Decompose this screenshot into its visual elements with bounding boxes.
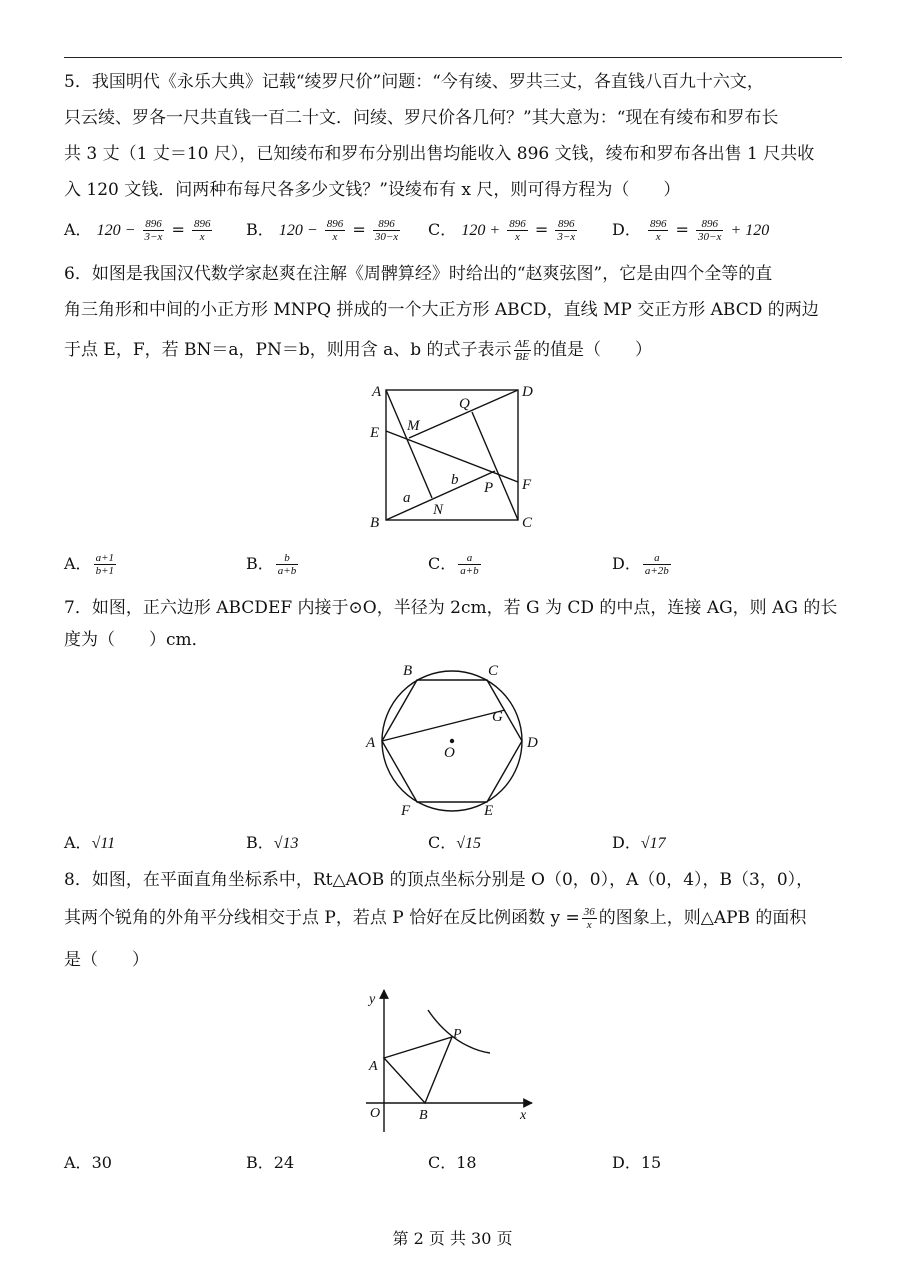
q7-option-a[interactable]: A．√11	[64, 833, 116, 852]
label-n: N	[433, 502, 444, 518]
label-g: G	[492, 709, 503, 725]
seg-cq	[472, 412, 518, 520]
label-d: D	[527, 735, 538, 751]
label-p: P	[453, 1027, 462, 1042]
q7-line-1: 7．如图，正六边形 ABCDEF 内接于⊙O，半径为 2cm，若 G 为 CD 的中点，连接 AG，则 AG 的长	[64, 598, 838, 618]
q7-option-b[interactable]: B．√13	[246, 833, 299, 852]
label-o: O	[444, 745, 455, 761]
seg-ag	[382, 710, 505, 741]
q7-option-d[interactable]: D．√17	[612, 833, 666, 852]
q5-option-a[interactable]: A． 120 − $\frac{896}{3-x}$ = $\frac{896}{x}$	[64, 218, 211, 243]
page-footer: 第 2 页 共 30 页	[392, 1229, 513, 1248]
label-f: F	[401, 803, 411, 819]
q7-option-c[interactable]: C．√15	[428, 833, 482, 852]
q6-line-2: 角三角形和中间的小正方形 MNPQ 拼成的一个大正方形 ABCD，直线 MP 交正方形 ABCD 的两边	[64, 300, 819, 320]
label-b: B	[419, 1108, 428, 1123]
label-f: F	[522, 477, 532, 493]
label-c: C	[522, 515, 533, 531]
label-b-side: b	[451, 472, 459, 488]
q6-line-1: 6．如图是我国汉代数学家赵爽在注解《周髀算经》时给出的“赵爽弦图”，它是由四个全等的直	[64, 264, 773, 284]
q5-line-3: 共 3 丈（1 丈＝10 尺），已知绫布和罗布分别出售均能收入 896 文钱，绫布和罗布各出售 1 尺共收	[64, 144, 815, 164]
q5-line-4: 入 120 文钱．问两种布每尺各多少文钱？”设绫布有 x 尺，则可得方程为（ ）	[64, 180, 681, 200]
q6-option-d[interactable]: D． $\frac{a}{a+2b}$	[612, 552, 669, 577]
triangle-apb	[384, 1037, 452, 1103]
q5-line-2: 只云绫、罗各一尺共直钱一百二十文．问绫、罗尺价各几何？”其大意为：“现在有绫布和罗布长	[64, 108, 779, 128]
coordinate-figure	[360, 980, 550, 1135]
label-a: A	[369, 1059, 378, 1074]
q8-line-1: 8．如图，在平面直角坐标系中，Rt△AOB 的顶点坐标分别是 O（0，0），A（0，4），B（3，0），	[64, 870, 814, 890]
center-dot	[450, 739, 454, 743]
label-b: B	[403, 663, 413, 679]
header-rule	[64, 57, 842, 58]
label-o: O	[370, 1106, 381, 1121]
label-b: B	[370, 515, 380, 531]
q8-option-c[interactable]: C．18	[428, 1153, 477, 1172]
q5-option-c[interactable]: C． 120 + $\frac{896}{x}$ = $\frac{896}{3-x}$	[428, 218, 576, 243]
q5-option-d[interactable]: D． $\frac{896}{x}$ = $\frac{896}{30-x}$ + 120	[612, 218, 770, 243]
q6-option-b[interactable]: B． $\frac{b}{a+b}$	[246, 552, 297, 577]
zhao-shuang-figure	[360, 375, 550, 535]
label-d: D	[522, 384, 533, 400]
seg-an	[386, 390, 432, 498]
label-q: Q	[459, 396, 470, 412]
q6-line-3: 于点 E，F，若 BN＝a，PN＝b，则用含 a、b 的式子表示 $\frac{AE}{BE}$ 的值是（ ）	[64, 338, 652, 363]
label-e: E	[370, 425, 380, 441]
label-a-side: a	[403, 490, 411, 506]
q6-option-c[interactable]: C． $\frac{a}{a+b}$	[428, 552, 479, 577]
q8-option-a[interactable]: A．30	[64, 1153, 112, 1172]
q7-line-2: 度为（ ）cm．	[64, 630, 209, 650]
label-a: A	[372, 384, 382, 400]
hexagon-figure	[360, 655, 550, 825]
label-y: y	[369, 992, 376, 1007]
label-m: M	[407, 418, 420, 434]
q6-option-a[interactable]: A． $\frac{a+1}{b+1}$	[64, 552, 114, 577]
q5-option-b[interactable]: B． 120 − $\frac{896}{x}$ = $\frac{896}{30-x}$	[246, 218, 399, 243]
q8-option-b[interactable]: B．24	[246, 1153, 295, 1172]
label-e: E	[484, 803, 494, 819]
q5-line-1: 5．我国明代《永乐大典》记载“绫罗尺价”问题：“今有绫、罗共三丈，各直钱八百九十六文，	[64, 72, 764, 92]
label-p: P	[484, 480, 494, 496]
label-x: x	[520, 1108, 527, 1123]
q8-option-d[interactable]: D．15	[612, 1153, 662, 1172]
q8-line-3: 是（ ）	[64, 950, 149, 970]
label-c: C	[488, 663, 499, 679]
q8-line-2: 其两个锐角的外角平分线相交于点 P，若点 P 恰好在反比例函数 y = $\frac{36}{x}$ 的图象上，则△APB 的面积	[64, 906, 807, 931]
label-a: A	[366, 735, 376, 751]
